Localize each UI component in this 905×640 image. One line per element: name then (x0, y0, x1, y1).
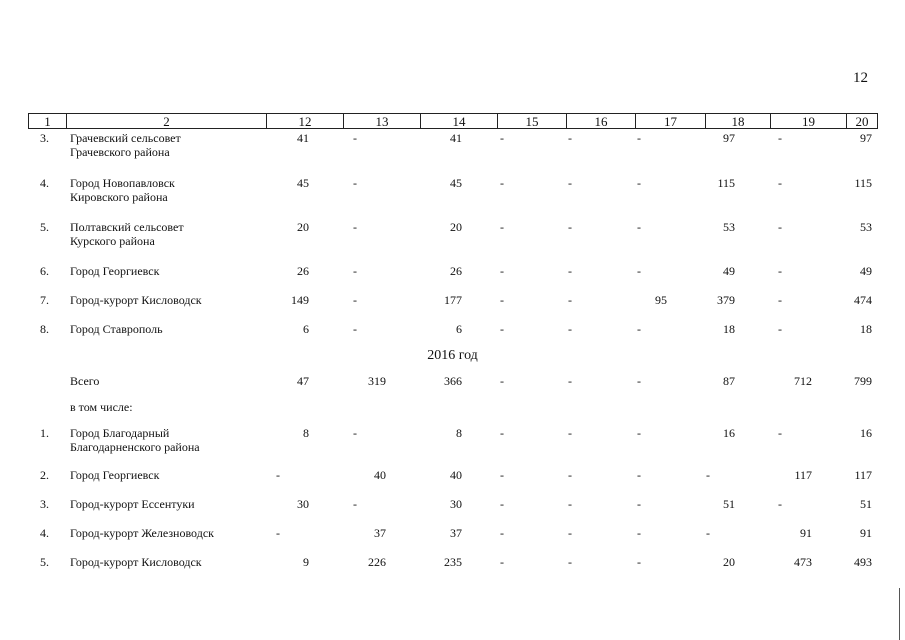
cell-c18: - (706, 526, 710, 540)
cell-c16: - (568, 176, 572, 190)
cell-c15: - (500, 176, 504, 190)
cell-c13: - (353, 293, 357, 307)
cell-c20: 51 (860, 497, 872, 511)
cell-c14: 45 (450, 176, 462, 190)
cell-c16: - (568, 374, 572, 388)
cell-c17: - (637, 555, 641, 569)
cell-c19: - (778, 497, 782, 511)
cell-c12: 20 (297, 220, 309, 234)
header-cell-13: 13 (344, 114, 421, 128)
cell-c13: - (353, 264, 357, 278)
cell-c15: - (500, 293, 504, 307)
cell-c14: 37 (450, 526, 462, 540)
cell-c16: - (568, 468, 572, 482)
header-cell-15: 15 (498, 114, 567, 128)
row-name: Город Георгиевск (70, 468, 160, 482)
row-name: Город-курорт Ессентуки (70, 497, 195, 511)
scan-edge-line (899, 588, 900, 640)
cell-c14: 235 (444, 555, 462, 569)
cell-c15: - (500, 131, 504, 145)
cell-c14: 41 (450, 131, 462, 145)
cell-c18: 87 (723, 374, 735, 388)
cell-c15: - (500, 374, 504, 388)
cell-c20: 493 (854, 555, 872, 569)
cell-c13: - (353, 176, 357, 190)
cell-c18: 49 (723, 264, 735, 278)
cell-c14: 177 (444, 293, 462, 307)
cell-c16: - (568, 322, 572, 336)
cell-c20: 117 (854, 468, 872, 482)
cell-c19: 473 (794, 555, 812, 569)
cell-c18: 53 (723, 220, 735, 234)
including-label: в том числе: (70, 400, 133, 414)
cell-c19: - (778, 176, 782, 190)
cell-c14: 6 (456, 322, 462, 336)
row-number: 4. (40, 176, 49, 190)
cell-c16: - (568, 131, 572, 145)
cell-c18: 115 (717, 176, 735, 190)
cell-c15: - (500, 526, 504, 540)
cell-c14: 30 (450, 497, 462, 511)
cell-c20: 799 (854, 374, 872, 388)
cell-c18: 20 (723, 555, 735, 569)
cell-c14: 20 (450, 220, 462, 234)
cell-c15: - (500, 426, 504, 440)
cell-c17: 95 (655, 293, 667, 307)
cell-c16: - (568, 497, 572, 511)
cell-c13: - (353, 322, 357, 336)
cell-c19: 91 (800, 526, 812, 540)
row-number: 3. (40, 131, 49, 145)
cell-c15: - (500, 468, 504, 482)
cell-c16: - (568, 293, 572, 307)
cell-c18: 18 (723, 322, 735, 336)
cell-c17: - (637, 374, 641, 388)
row-name: Город Новопавловск Кировского района (70, 176, 175, 204)
cell-c17: - (637, 220, 641, 234)
cell-c14: 26 (450, 264, 462, 278)
header-cell-2: 2 (67, 114, 267, 128)
row-number: 2. (40, 468, 49, 482)
cell-c15: - (500, 322, 504, 336)
header-cell-20: 20 (855, 114, 869, 129)
row-number: 3. (40, 497, 49, 511)
cell-c14: 8 (456, 426, 462, 440)
cell-c16: - (568, 220, 572, 234)
cell-c19: - (778, 220, 782, 234)
cell-c12: 9 (303, 555, 309, 569)
cell-c12: 6 (303, 322, 309, 336)
cell-c13: 319 (368, 374, 386, 388)
header-cell-19: 19 (771, 114, 847, 128)
cell-c18: 51 (723, 497, 735, 511)
cell-c18: 379 (717, 293, 735, 307)
cell-c19: 117 (794, 468, 812, 482)
header-cell-18: 18 (706, 114, 771, 128)
header-cell-17: 17 (636, 114, 706, 128)
cell-c15: - (500, 555, 504, 569)
row-name: Город-курорт Железноводск (70, 526, 214, 540)
cell-c13: 37 (374, 526, 386, 540)
row-name: Город Георгиевск (70, 264, 160, 278)
cell-c13: 40 (374, 468, 386, 482)
cell-c12: 45 (297, 176, 309, 190)
row-name: Город-курорт Кисловодск (70, 555, 202, 569)
cell-c12: - (276, 526, 280, 540)
cell-c12: 30 (297, 497, 309, 511)
row-name: Город Благодарный Благодарненского района (70, 426, 200, 454)
cell-c19: - (778, 264, 782, 278)
cell-c17: - (637, 526, 641, 540)
row-name: Грачевский сельсовет Грачевского района (70, 131, 181, 159)
section-title-2016: 2016 год (427, 348, 478, 363)
header-cell-16: 16 (567, 114, 636, 128)
row-name: Полтавский сельсовет Курского района (70, 220, 184, 248)
cell-c15: - (500, 220, 504, 234)
row-name: Город-курорт Кисловодск (70, 293, 202, 307)
cell-c17: - (637, 497, 641, 511)
cell-c15: - (500, 264, 504, 278)
cell-c16: - (568, 264, 572, 278)
row-number: 8. (40, 322, 49, 336)
row-number: 5. (40, 220, 49, 234)
cell-c17: - (637, 176, 641, 190)
cell-c20: 115 (854, 176, 872, 190)
cell-c12: 149 (291, 293, 309, 307)
table-header-row (28, 113, 878, 129)
cell-c20: 97 (860, 131, 872, 145)
cell-c12: 41 (297, 131, 309, 145)
cell-c16: - (568, 526, 572, 540)
cell-c13: - (353, 497, 357, 511)
cell-c19: - (778, 131, 782, 145)
cell-c13: 226 (368, 555, 386, 569)
row-number: 6. (40, 264, 49, 278)
cell-c17: - (637, 264, 641, 278)
cell-c18: 97 (723, 131, 735, 145)
cell-c19: - (778, 293, 782, 307)
cell-c19: - (778, 426, 782, 440)
row-number: 5. (40, 555, 49, 569)
cell-c18: 16 (723, 426, 735, 440)
cell-c20: 91 (860, 526, 872, 540)
row-number: 4. (40, 526, 49, 540)
cell-c12: 47 (297, 374, 309, 388)
cell-c15: - (500, 497, 504, 511)
cell-c12: 8 (303, 426, 309, 440)
row-name: Город Ставрополь (70, 322, 163, 336)
header-cell-1: 1 (29, 114, 67, 128)
cell-c20: 18 (860, 322, 872, 336)
header-cell-12: 12 (267, 114, 344, 128)
cell-c14: 366 (444, 374, 462, 388)
page-number: 12 (853, 70, 868, 86)
row-number: 7. (40, 293, 49, 307)
cell-c13: - (353, 220, 357, 234)
row-number: 1. (40, 426, 49, 440)
cell-c20: 53 (860, 220, 872, 234)
cell-c12: 26 (297, 264, 309, 278)
cell-c16: - (568, 555, 572, 569)
cell-c16: - (568, 426, 572, 440)
cell-c18: - (706, 468, 710, 482)
cell-c14: 40 (450, 468, 462, 482)
cell-c20: 16 (860, 426, 872, 440)
cell-c17: - (637, 426, 641, 440)
cell-c13: - (353, 131, 357, 145)
cell-c13: - (353, 426, 357, 440)
cell-c17: - (637, 468, 641, 482)
cell-c17: - (637, 322, 641, 336)
cell-c20: 49 (860, 264, 872, 278)
header-cell-14: 14 (421, 114, 498, 128)
cell-c17: - (637, 131, 641, 145)
cell-c20: 474 (854, 293, 872, 307)
total-label: Всего (70, 374, 100, 388)
cell-c12: - (276, 468, 280, 482)
cell-c19: - (778, 322, 782, 336)
cell-c19: 712 (794, 374, 812, 388)
